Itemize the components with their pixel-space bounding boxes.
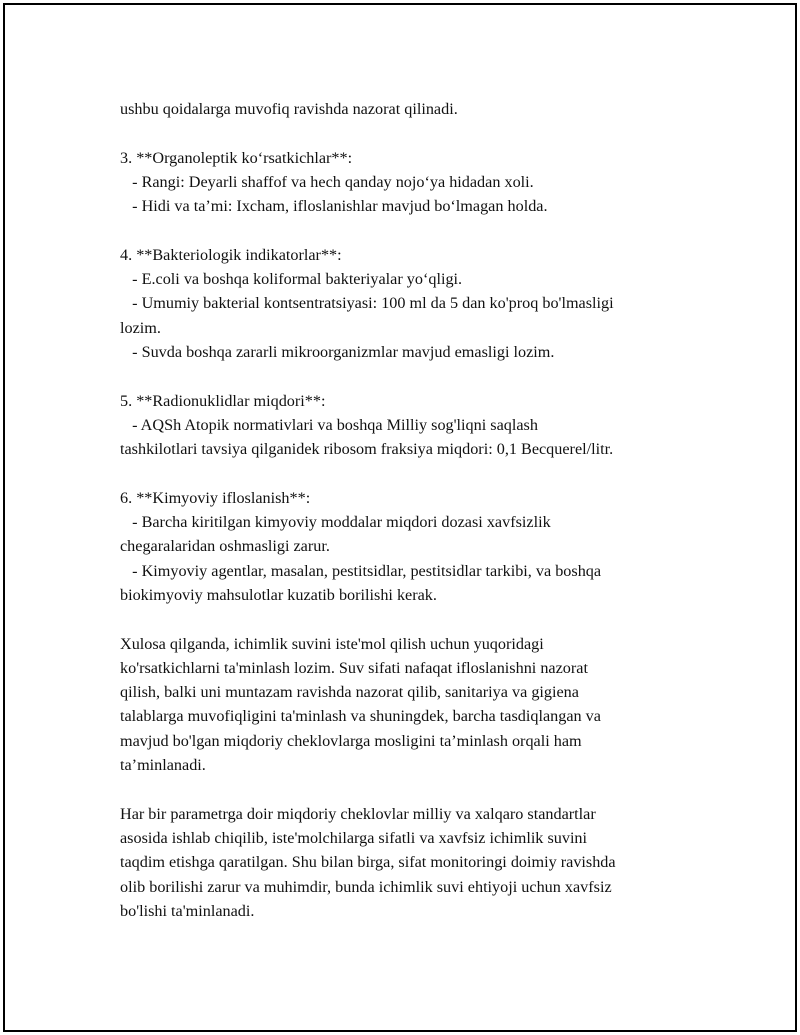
document-body xyxy=(120,97,700,923)
final-line: asosida ishlab chiqilib, iste'molchilarga sifatli va xavfsiz ichimlik suvini xyxy=(120,828,588,847)
section-4-heading: 4. **Bakteriologik indikatorlar**: xyxy=(120,245,342,264)
section-4-item: lozim. xyxy=(120,318,161,337)
conclusion-line: Xulosa qilganda, ichimlik suvini iste'mol qilish uchun yuqoridagi xyxy=(120,634,544,653)
conclusion-line: talablarga muvofiqligini ta'minlash va shuningdek, barcha tasdiqlangan va xyxy=(120,707,601,726)
paragraph-gap xyxy=(120,461,700,485)
section-4-item: - E.coli va boshqa koliformal bakteriyalar yoʻqligi. xyxy=(120,270,463,289)
section-6-heading: 6. **Kimyoviy ifloslanish**: xyxy=(120,488,311,507)
final-line: olib borilishi zarur va muhimdir, bunda ichimlik suvi ehtiyoji uchun xavfsiz xyxy=(120,877,612,896)
conclusion-line: qilish, balki uni muntazam ravishda nazorat qilib, sanitariya va gigiena xyxy=(120,683,579,702)
section-6-item: - Kimyoviy agentlar, masalan, pestitsidlar, pestitsidlar tarkibi, va boshqa xyxy=(120,561,602,580)
final-line: bo'lishi ta'minlanadi. xyxy=(120,901,255,920)
paragraph-gap xyxy=(120,364,700,388)
conclusion-line: mavjud bo'lgan miqdoriy cheklovlarga mosligini taʼminlash orqali ham xyxy=(120,731,582,750)
section-4-item: - Umumiy bakterial kontsentratsiyasi: 100 ml da 5 dan ko'proq bo'lmasligi xyxy=(120,294,614,313)
final-line: taqdim etishga qaratilgan. Shu bilan birga, sifat monitoringi doimiy ravishda xyxy=(120,853,616,872)
final-line: Har bir parametrga doir miqdoriy cheklovlar milliy va xalqaro standartlar xyxy=(120,804,596,823)
section-6-item: biokimyoviy mahsulotlar kuzatib borilishi kerak. xyxy=(120,585,437,604)
paragraph-gap xyxy=(120,607,700,631)
intro-text: ushbu qoidalarga muvofiq ravishda nazorat qilinadi. xyxy=(120,100,458,118)
conclusion-line: taʼminlanadi. xyxy=(120,756,206,775)
document-page xyxy=(3,3,797,1032)
section-4-item: - Suvda boshqa zararli mikroorganizmlar mavjud emasligi lozim. xyxy=(120,342,555,361)
paragraph-gap xyxy=(120,218,700,242)
section-5-heading: 5. **Radionuklidlar miqdori**: xyxy=(120,391,326,410)
section-3-item: - Hidi va taʼmi: Ixcham, ifloslanishlar mavjud boʻlmagan holda. xyxy=(120,197,548,216)
section-5-item: - AQSh Atopik normativlari va boshqa Milliy sog'liqni saqlash xyxy=(120,415,538,434)
section-3-item: - Rangi: Deyarli shaffof va hech qanday nojoʻya hidadan xoli. xyxy=(120,172,534,191)
section-5-item: tashkilotlari tavsiya qilganidek ribosom fraksiya miqdori: 0,1 Becquerel/litr. xyxy=(120,440,614,459)
conclusion-line: ko'rsatkichlarni ta'minlash lozim. Suv sifati nafaqat ifloslanishni nazorat xyxy=(120,658,588,677)
paragraph-gap xyxy=(120,121,700,145)
paragraph-gap xyxy=(120,777,700,801)
section-6-item: chegaralaridan oshmasligi zarur. xyxy=(120,537,330,556)
section-3-heading: 3. **Organoleptik koʻrsatkichlar**: xyxy=(120,148,353,167)
section-6-item: - Barcha kiritilgan kimyoviy moddalar miqdori dozasi xavfsizlik xyxy=(120,513,551,532)
